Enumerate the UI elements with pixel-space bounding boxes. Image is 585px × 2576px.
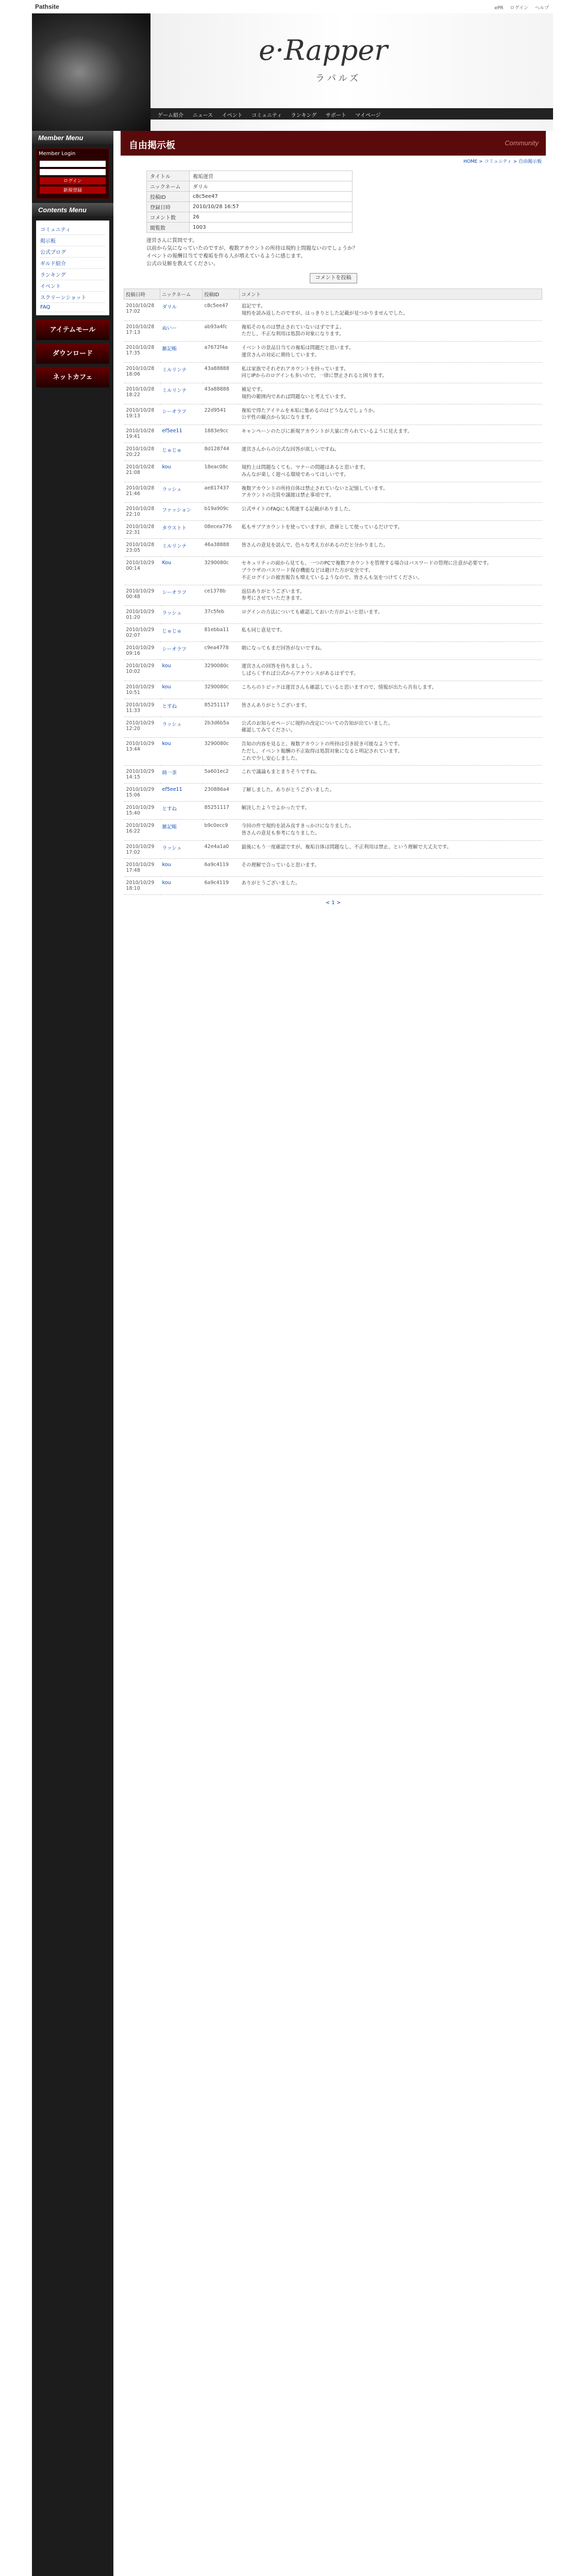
nav-item[interactable]: ニュース [192,113,213,118]
site-logo[interactable]: Pathsite [35,3,59,10]
comment-date: 2010/10/29 09:16 [124,642,160,660]
nav-item[interactable]: サポート [325,113,346,118]
comment-date: 2010/10/29 02:07 [124,624,160,642]
comment-body: 皆さんありがとうございます。 [240,699,542,717]
comment-date: 2010/10/28 19:41 [124,425,160,443]
comment-nickname[interactable]: ミルリンナ [160,383,203,404]
info-label: 投稿ID [147,192,190,202]
table-row [124,681,542,699]
comment-body: 規約上は問題なくても、マナーの問題はあると思います。 みんなが楽しく遊べる環境であってほしいです。 [240,461,542,482]
comment-date: 2010/10/28 20:22 [124,443,160,461]
thread-body: 運営さんに質問です。 以前から気になっていたのですが、複数アカウントの所持は規約上問題ないのでしょうか？ イベントの報酬目当てで複垢を作る人が増えているように感じます。 公式の見解を教えてください。 [146,238,358,267]
login-id-input[interactable] [40,161,106,167]
comment-body: 皆さんの意見を読んで、色々な考え方があるのだと分かりました。 [240,539,542,557]
breadcrumb[interactable]: HOME > コミュニティ > 自由掲示板 [463,159,542,164]
comment-post-id: 3290080c [203,681,240,699]
comment-nickname[interactable]: ラッシュ [160,717,203,738]
table-row [124,876,542,894]
login-button[interactable]: ログイン [40,177,106,184]
comment-nickname[interactable]: kou [160,876,203,894]
comment-nickname[interactable]: ミルリンナ [160,539,203,557]
comment-body: ログインの方法についても確認しておいた方がよいと思います。 [240,606,542,624]
table-row [124,642,542,660]
sidebar [32,131,113,2576]
comment-post-id: 46a38888 [203,539,240,557]
banner-art [32,13,151,131]
comment-body: 返信ありがとうございます。 参考にさせていただきます。 [240,585,542,606]
comment-nickname[interactable]: シーオラフ [160,585,203,606]
table-row [124,738,542,766]
comment-body: これで議論もまとまりそうですね。 [240,766,542,784]
comment-body: 運営さんの回答を待ちましょう。 しばらくすれば公式からアナウンスがあるはずです。 [240,660,542,681]
comments-body [124,300,542,895]
table-row [124,503,542,521]
comment-post-id: 1883e9cc [203,425,240,443]
comment-date: 2010/10/29 11:33 [124,699,160,717]
comment-body: 私も同じ意見です。 [240,624,542,642]
table-row [124,624,542,642]
column-header-date: 投稿日時 [124,289,160,300]
page [32,0,553,2576]
net-cafe-banner[interactable]: ネットカフェ [36,367,109,387]
comment-nickname[interactable]: Kou [160,557,203,585]
register-button[interactable]: 新規登録 [40,187,106,194]
comment-post-id: 37c5feb [203,606,240,624]
nav-item[interactable]: マイページ [355,113,381,118]
comment-date: 2010/10/29 14:15 [124,766,160,784]
contents-menu-item[interactable]: イベント [40,280,105,292]
comment-date: 2010/10/28 18:22 [124,383,160,404]
comment-body: イベントの景品目当ての複垢は問題だと思います。 運営さんの対応に期待しています。 [240,342,542,363]
table-row [124,342,542,363]
comment-date: 2010/10/29 17:48 [124,858,160,876]
comments-table [124,289,542,895]
contents-menu-item[interactable]: ギルド紹介 [40,258,105,269]
comment-nickname[interactable]: ラッシュ [160,840,203,858]
comment-body: 解決したようでよかったです。 [240,802,542,820]
info-label: ニックネーム [147,181,190,192]
global-nav [151,108,553,120]
comment-post-id: 81ebba11 [203,624,240,642]
table-row [124,557,542,585]
info-label: 登録日時 [147,202,190,212]
table-row [124,784,542,802]
column-header-nickname: ニックネーム [160,289,203,300]
comment-body: 公式のお知らせページに規約の改定についての告知が出ていました。 確認してみてください。 [240,717,542,738]
comment-date: 2010/10/29 15:06 [124,784,160,802]
comment-body: 私は家族でそれぞれアカウントを持っています。 同じIPからのログインも多いので、一律に禁止されると困ります。 [240,362,542,383]
comment-nickname[interactable]: kou [160,681,203,699]
comment-date: 2010/10/28 17:35 [124,342,160,363]
comment-nickname[interactable]: ミルリンナ [160,362,203,383]
table-row [124,461,542,482]
top-links [489,4,549,11]
contents-menu-item[interactable]: 公式ブログ [40,246,105,258]
comment-nickname[interactable]: ef5ee11 [160,425,203,443]
info-value: 1003 [190,223,353,233]
info-value: 26 [190,212,353,223]
table-row [124,539,542,557]
comment-nickname[interactable]: ぬいー [160,320,203,342]
comment-post-id: 42e4a1a0 [203,840,240,858]
contents-menu-item[interactable]: スクリーンショット [40,292,105,303]
comment-post-id: 22d9541 [203,404,240,425]
comment-date: 2010/10/29 16:22 [124,820,160,841]
comment-body: 今回の件で規約を読み直すきっかけになりました。 皆さんの意見も参考になりました。 [240,820,542,841]
comment-body: 公式サイトのFAQにも関連する記載がありました。 [240,503,542,521]
comment-post-id: ce1378b [203,585,240,606]
table-row [124,404,542,425]
info-label: タイトル [147,171,190,181]
comment-nickname[interactable]: とすね [160,699,203,717]
table-row [124,840,542,858]
comment-nickname[interactable]: じゅじゅ [160,624,203,642]
comment-post-id: 18eac08c [203,461,240,482]
comment-post-id: 08ecea776 [203,521,240,539]
comment-post-id: 3290080c [203,557,240,585]
nav-item[interactable]: ゲーム紹介 [158,113,183,118]
contents-menu-item[interactable]: コミュニティ [40,224,105,235]
comment-nickname[interactable]: 雑記帳 [160,342,203,363]
comment-body: 私もサブアカウントを使っていますが、倉庫として使っているだけです。 [240,521,542,539]
info-value: c8c5ee47 [190,192,353,202]
table-row [124,482,542,503]
comment-body: 複垢そのものは禁止されていないはずですよ。 ただし、不正な利用は処罰の対象になります。 [240,320,542,342]
info-label: 閲覧数 [147,223,190,233]
comment-post-id: 85251117 [203,802,240,820]
comment-date: 2010/10/29 00:14 [124,557,160,585]
table-row [124,443,542,461]
comment-nickname[interactable]: シーオラフ [160,404,203,425]
contents-menu-heading: Contents Menu [32,203,113,216]
top-link-login[interactable]: ログイン [510,6,529,11]
comment-nickname[interactable]: シーオラフ [160,642,203,660]
comment-nickname[interactable]: ダリル [160,300,203,321]
comment-date: 2010/10/28 18:06 [124,362,160,383]
comment-post-id: 43a88888 [203,362,240,383]
comment-body: 複数アカウントの所持自体は禁止されていないと記憶しています。 アカウントの売買や譲渡は禁止事項です。 [240,482,542,503]
comment-body: 最後にもう一度確認ですが、複垢自体は問題なし、不正利用は禁止、という理解で大丈夫です。 [240,840,542,858]
comment-date: 2010/10/28 22:31 [124,521,160,539]
pagination[interactable]: < 1 > [325,900,341,906]
game-logo-sub: ラパルズ [315,73,361,83]
comment-body: こちらのトピックは運営さんも確認していると思いますので、情報が出たら共有します。 [240,681,542,699]
nav-item[interactable]: イベント [222,113,243,118]
info-value: 2010/10/28 16:57 [190,202,353,212]
comment-body: セキュリティの面から見ても、一つのPCで複数アカウントを管理する場合はパスワードの管理に注意が必要です。 ブラウザのパスワード保存機能などは避けた方が安全です。 不正ログインの被害報告も増えているようなので、皆さんも気をつけてください。 [240,557,542,585]
comment-body: 複垢で得たアイテムを本垢に集めるのはどうなんでしょうか。 公平性の観点から気になります。 [240,404,542,425]
header-banner [32,13,553,131]
comment-body: 追記です。 規約を読み返したのですが、はっきりとした記載が見つかりませんでした。 [240,300,542,321]
comment-date: 2010/10/28 21:08 [124,461,160,482]
comment-body: 運営さんからの公式な回答が欲しいですね。 [240,443,542,461]
comment-body: 朝になってもまだ回答がないですね。 [240,642,542,660]
download-banner[interactable]: ダウンロード [36,343,109,364]
top-link-help[interactable]: ヘルプ [534,6,549,11]
column-header-comment: コメント [240,289,542,300]
comment-body: 補足です。 規約の範囲内であれば問題ないと考えています。 [240,383,542,404]
table-row [124,320,542,342]
table-row [124,362,542,383]
board-header [121,131,546,156]
comment-post-id: a7672f4a [203,342,240,363]
main-content [121,131,546,2576]
member-menu-heading: Member Menu [32,131,113,144]
table-row [124,425,542,443]
post-comment-button[interactable]: コメントを投稿 [310,273,357,283]
comment-nickname[interactable]: ラッシュ [160,482,203,503]
comment-nickname[interactable]: とすね [160,802,203,820]
comment-post-id: 6a9c4119 [203,858,240,876]
table-row [124,858,542,876]
page-title: 自由掲示板 [129,140,175,150]
comment-nickname[interactable]: じゅじゅ [160,443,203,461]
comment-post-id: ab93a4fc [203,320,240,342]
comment-nickname[interactable]: 雑記帳 [160,820,203,841]
column-header-post-id: 投稿ID [203,289,240,300]
thread-info-table [146,171,353,233]
comment-body: 告知の内容を見ると、複数アカウントの所持は引き続き可能なようです。 ただし、イベント報酬の不正取得は処罰対象になると明記されています。 これで少し安心しました。 [240,738,542,766]
comment-nickname[interactable]: ファッション [160,503,203,521]
comment-post-id: c9ea4778 [203,642,240,660]
item-mall-banner[interactable]: アイテムモール [36,319,109,340]
comment-nickname[interactable]: ef5ee11 [160,784,203,802]
comment-date: 2010/10/28 19:13 [124,404,160,425]
comment-post-id: 6a9c4119 [203,876,240,894]
nav-item[interactable]: コミュニティ [252,113,282,118]
table-row [124,300,542,321]
comment-date: 2010/10/29 12:20 [124,717,160,738]
comment-post-id: 3290080c [203,660,240,681]
comment-body: キャンペーンのたびに新規アカウントが大量に作られているように見えます。 [240,425,542,443]
comment-nickname[interactable]: kou [160,738,203,766]
comment-date: 2010/10/29 10:02 [124,660,160,681]
comment-nickname[interactable]: タウストト [160,521,203,539]
login-title: Member Login [39,151,76,157]
comment-post-id: 230886a4 [203,784,240,802]
comment-post-id: 85251117 [203,699,240,717]
comment-date: 2010/10/29 01:20 [124,606,160,624]
comment-post-id: 3290080c [203,738,240,766]
table-row [124,383,542,404]
comment-date: 2010/10/28 17:02 [124,300,160,321]
info-value: 複垢運営 [190,171,353,181]
comment-nickname[interactable]: kou [160,461,203,482]
page-title-en: Community [505,139,539,147]
comment-post-id: ae817437 [203,482,240,503]
comment-post-id: 43a88888 [203,383,240,404]
contents-menu-item[interactable]: 掲示板 [40,235,105,246]
comment-date: 2010/10/29 13:44 [124,738,160,766]
nav-item[interactable]: ランキング [291,113,317,118]
contents-menu [36,221,109,315]
comment-nickname[interactable]: ラッシュ [160,606,203,624]
table-row [124,585,542,606]
top-strip [32,0,553,14]
table-row [124,802,542,820]
game-logo[interactable]: e·Rapper [259,34,388,66]
comment-post-id: 8d128744 [203,443,240,461]
comment-nickname[interactable]: kou [160,858,203,876]
comment-date: 2010/10/28 23:05 [124,539,160,557]
comment-post-id: 2b3d6b5a [203,717,240,738]
comment-post-id: c8c5ee47 [203,300,240,321]
comment-date: 2010/10/29 00:48 [124,585,160,606]
comment-body: ありがとうございました。 [240,876,542,894]
comment-date: 2010/10/29 10:51 [124,681,160,699]
comment-date: 2010/10/28 22:10 [124,503,160,521]
comment-date: 2010/10/28 21:46 [124,482,160,503]
comment-post-id: b9c0ecc9 [203,820,240,841]
contents-menu-item[interactable]: ランキング [40,269,105,280]
table-row [124,521,542,539]
table-row [124,717,542,738]
table-row [124,660,542,681]
comment-body: 了解しました。ありがとうございました。 [240,784,542,802]
table-row [124,606,542,624]
contents-menu-item[interactable]: FAQ [40,303,105,312]
top-link-epr[interactable]: ePR [494,6,504,11]
table-row [124,766,542,784]
login-box [36,148,109,199]
info-label: コメント数 [147,212,190,223]
comment-nickname[interactable]: kou [160,660,203,681]
comment-date: 2010/10/29 17:02 [124,840,160,858]
comment-date: 2010/10/29 15:40 [124,802,160,820]
table-row [124,699,542,717]
comment-nickname[interactable]: 綺一茶 [160,766,203,784]
comment-date: 2010/10/28 17:13 [124,320,160,342]
comment-post-id: b19a909c [203,503,240,521]
comment-post-id: 5a601ec2 [203,766,240,784]
login-password-input[interactable] [40,169,106,175]
comment-body: その理解で合っていると思います。 [240,858,542,876]
comment-date: 2010/10/29 18:10 [124,876,160,894]
info-value[interactable]: ダリル [190,181,353,192]
table-row [124,820,542,841]
